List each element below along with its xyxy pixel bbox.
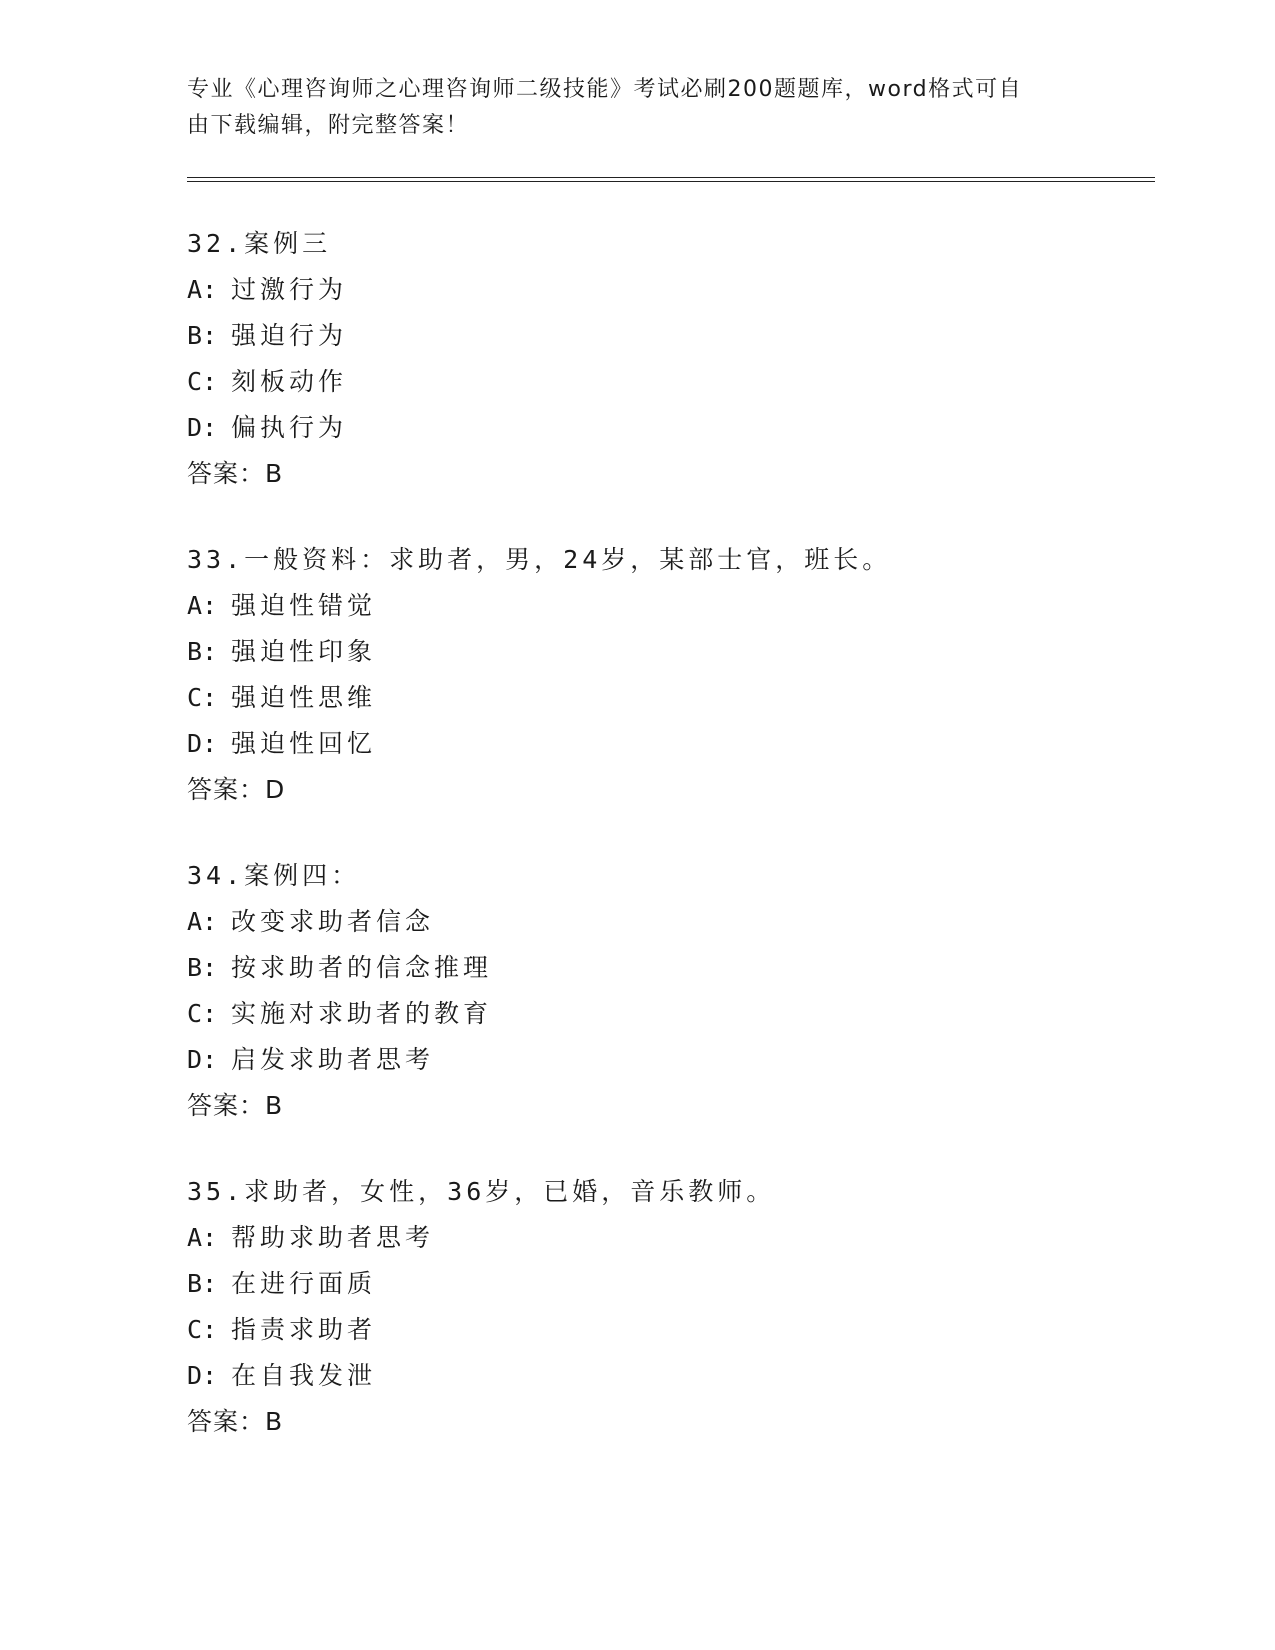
option-text: 帮助求助者思考 bbox=[231, 1223, 435, 1252]
question-35 bbox=[187, 1169, 1087, 1445]
option-text: 强迫性错觉 bbox=[231, 591, 377, 620]
option-b bbox=[187, 945, 1087, 991]
option-d bbox=[187, 1037, 1087, 1083]
header-line-1: 专业《心理咨询师之心理咨询师二级技能》考试必刷200题题库，word格式可自 bbox=[187, 77, 1023, 102]
answer: 答案：D bbox=[187, 775, 286, 804]
question-34 bbox=[187, 853, 1087, 1129]
option-b bbox=[187, 313, 1087, 359]
header-double-rule bbox=[187, 177, 1155, 182]
option-b bbox=[187, 629, 1087, 675]
option-c bbox=[187, 991, 1087, 1037]
option-text: 强迫性回忆 bbox=[231, 729, 377, 758]
option-label: B: bbox=[187, 1269, 218, 1298]
question-33 bbox=[187, 537, 1087, 813]
option-label: D: bbox=[187, 1361, 218, 1390]
question-32 bbox=[187, 221, 1087, 497]
question-stem: 34.案例四： bbox=[187, 861, 361, 890]
option-a bbox=[187, 583, 1087, 629]
option-a bbox=[187, 267, 1087, 313]
option-label: A: bbox=[187, 907, 218, 936]
option-text: 启发求助者思考 bbox=[231, 1045, 435, 1074]
option-d bbox=[187, 721, 1087, 767]
option-label: B: bbox=[187, 321, 218, 350]
option-text: 强迫性思维 bbox=[231, 683, 377, 712]
option-b bbox=[187, 1261, 1087, 1307]
answer: 答案：B bbox=[187, 459, 284, 488]
option-label: B: bbox=[187, 953, 218, 982]
option-label: C: bbox=[187, 683, 218, 712]
option-d bbox=[187, 1353, 1087, 1399]
option-label: C: bbox=[187, 367, 218, 396]
option-c bbox=[187, 359, 1087, 405]
option-text: 实施对求助者的教育 bbox=[231, 999, 493, 1028]
option-a bbox=[187, 899, 1087, 945]
question-stem: 35.求助者，女性，36岁，已婚，音乐教师。 bbox=[187, 1177, 776, 1206]
question-stem: 32.案例三 bbox=[187, 229, 332, 258]
option-c bbox=[187, 1307, 1087, 1353]
option-c bbox=[187, 675, 1087, 721]
option-text: 改变求助者信念 bbox=[231, 907, 435, 936]
header-line-2: 由下载编辑，附完整答案！ bbox=[187, 113, 470, 138]
option-text: 强迫行为 bbox=[231, 321, 348, 350]
option-label: A: bbox=[187, 275, 218, 304]
option-label: C: bbox=[187, 1315, 218, 1344]
option-a bbox=[187, 1215, 1087, 1261]
option-label: A: bbox=[187, 1223, 218, 1252]
option-label: D: bbox=[187, 413, 218, 442]
option-label: D: bbox=[187, 1045, 218, 1074]
question-stem: 33.一般资料：求助者，男，24岁，某部士官，班长。 bbox=[187, 545, 892, 574]
document-header bbox=[187, 72, 1067, 144]
option-text: 按求助者的信念推理 bbox=[231, 953, 493, 982]
option-label: A: bbox=[187, 591, 218, 620]
answer: 答案：B bbox=[187, 1407, 284, 1436]
option-text: 刻板动作 bbox=[231, 367, 348, 396]
option-label: D: bbox=[187, 729, 218, 758]
option-text: 在进行面质 bbox=[231, 1269, 377, 1298]
option-text: 强迫性印象 bbox=[231, 637, 377, 666]
option-d bbox=[187, 405, 1087, 451]
option-label: B: bbox=[187, 637, 218, 666]
option-text: 过激行为 bbox=[231, 275, 348, 304]
option-text: 在自我发泄 bbox=[231, 1361, 377, 1390]
option-text: 偏执行为 bbox=[231, 413, 348, 442]
option-text: 指责求助者 bbox=[231, 1315, 377, 1344]
option-label: C: bbox=[187, 999, 218, 1028]
answer: 答案：B bbox=[187, 1091, 284, 1120]
